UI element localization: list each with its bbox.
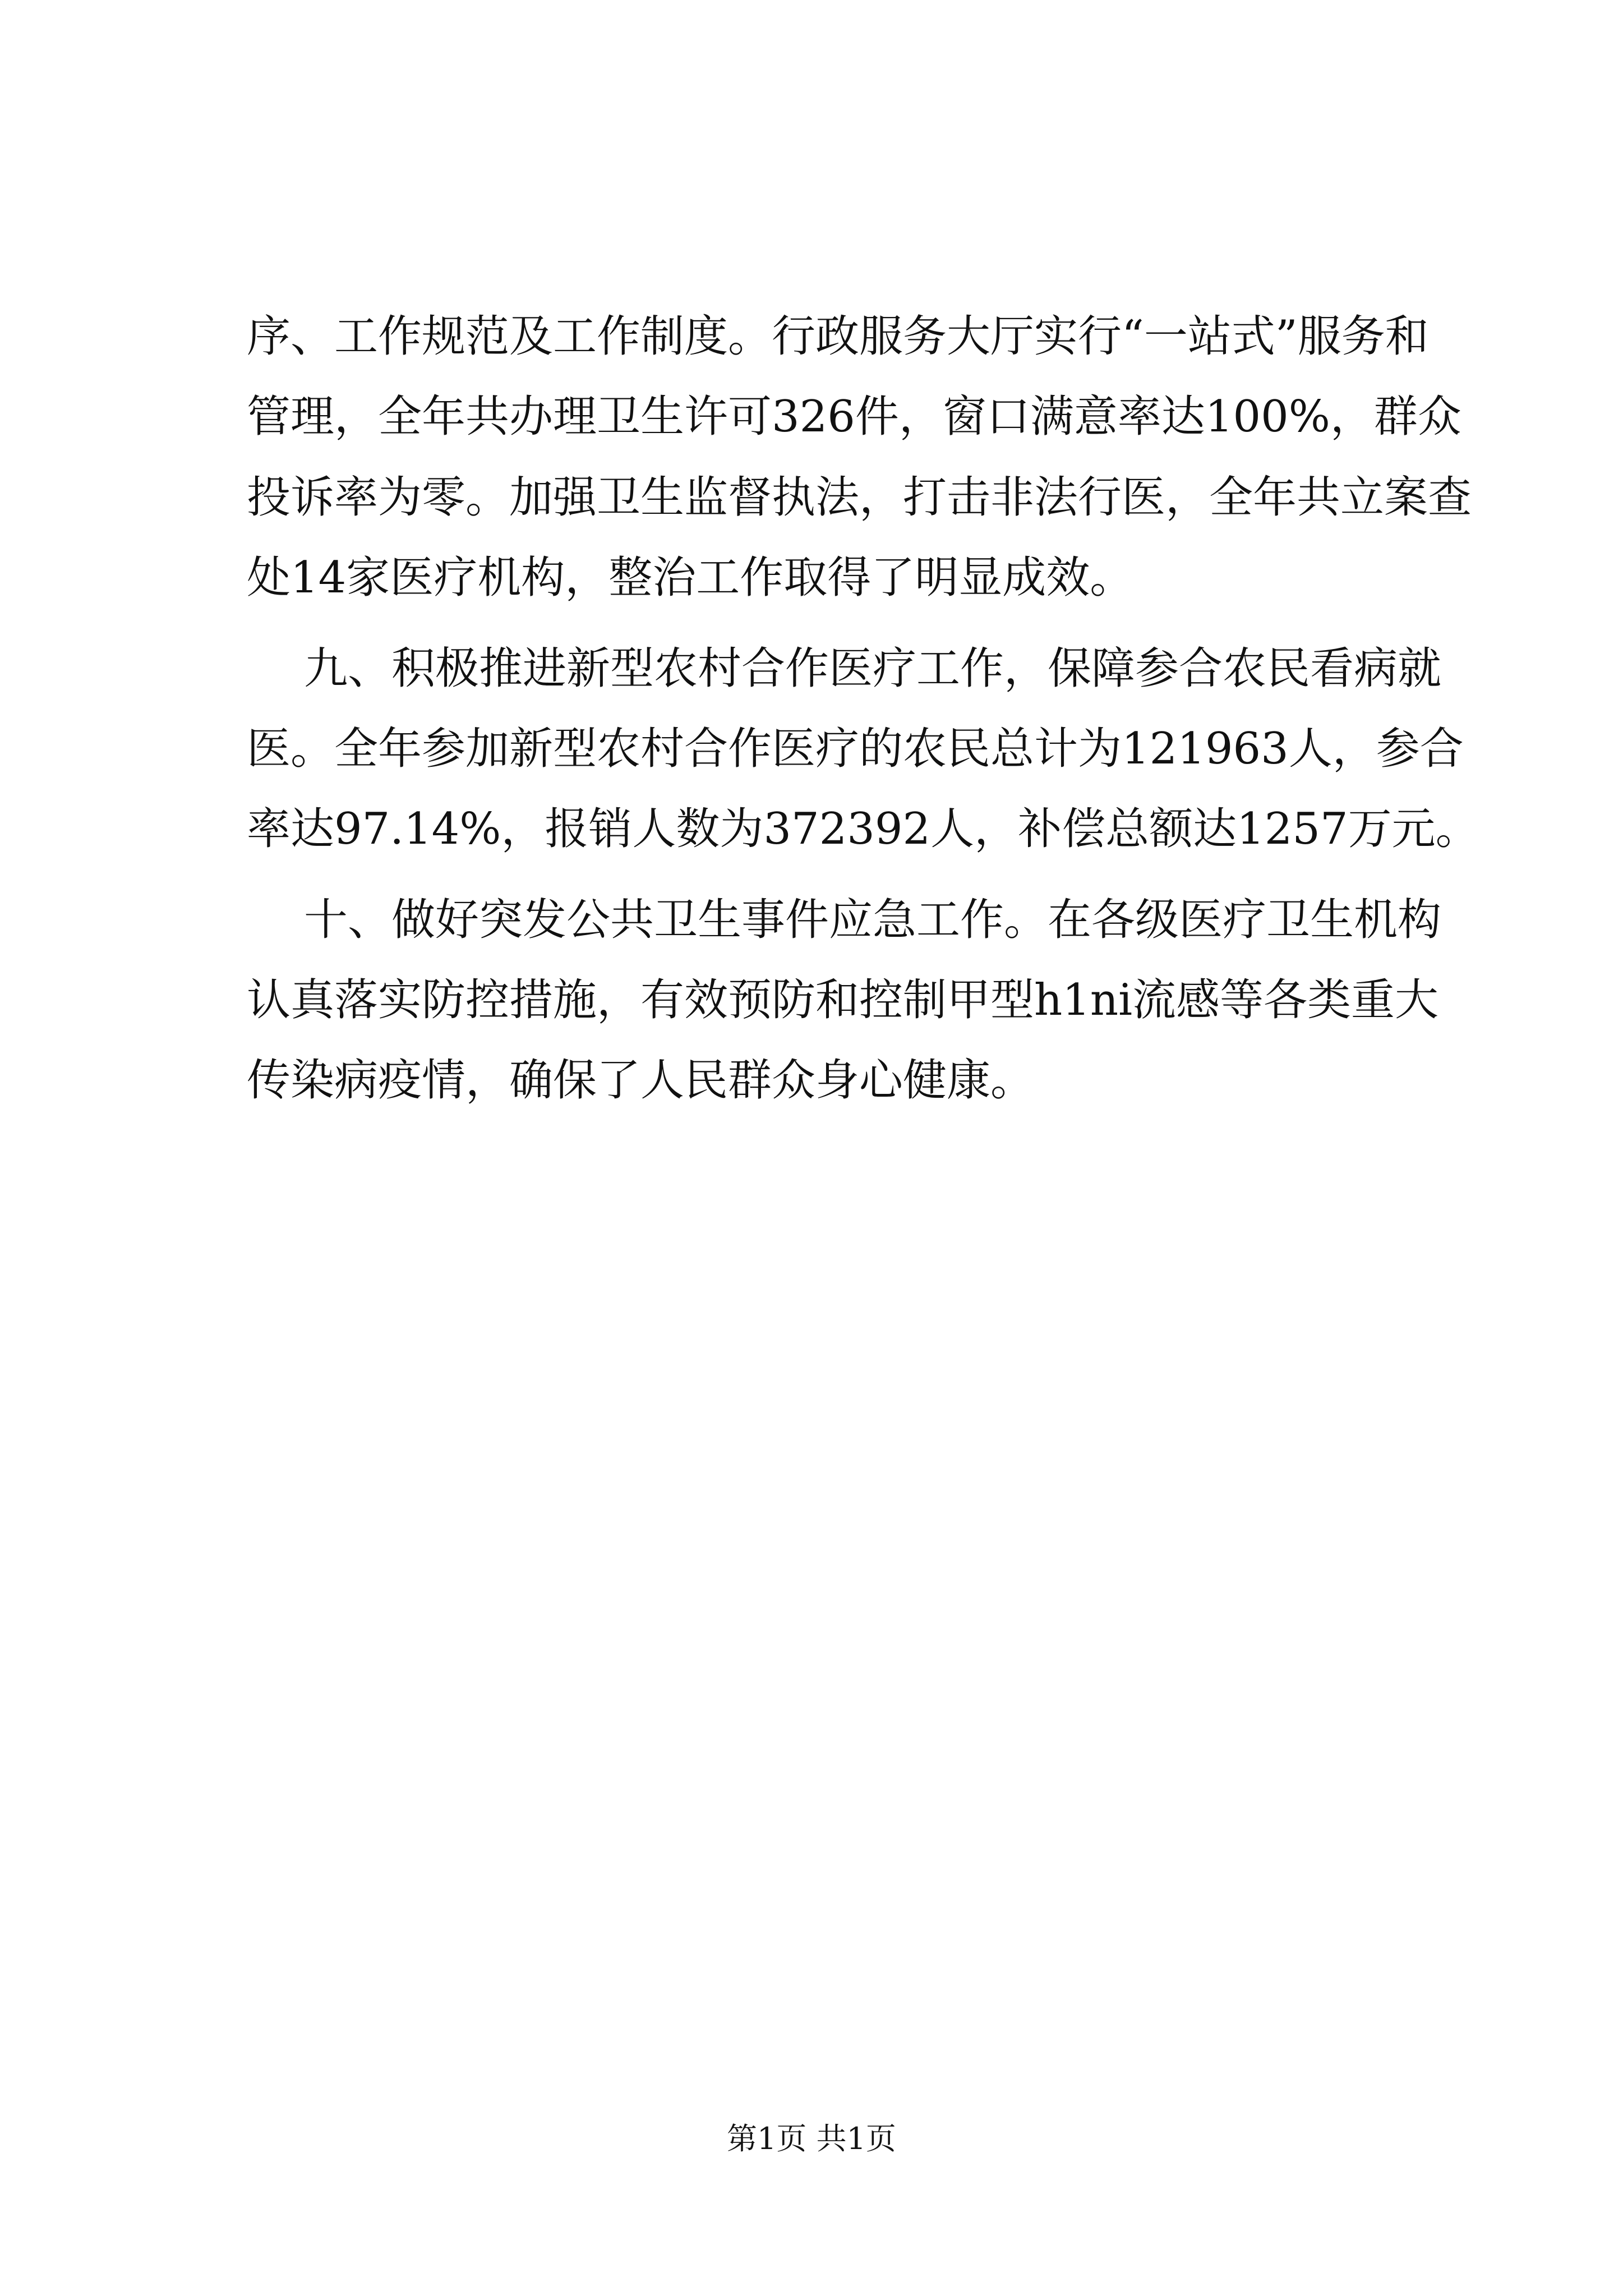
- paragraph-2-line-2: 医。全年参加新型农村合作医疗的农民总计为121963人，参合: [247, 724, 1464, 774]
- paragraph-2-line-1: 九、积极推进新型农村合作医疗工作，保障参合农民看病就: [304, 643, 1442, 694]
- paragraph-1-line-4: 处14家医疗机构，整治工作取得了明显成效。: [247, 553, 1134, 603]
- paragraph-3-line-3: 传染病疫情，确保了人民群众身心健康。: [247, 1055, 1035, 1106]
- paragraph-2-line-3: 率达97.14%，报销人数为372392人，补偿总额达1257万元。: [247, 804, 1479, 854]
- page-footer: 第1页 共1页: [727, 2121, 896, 2156]
- paragraph-3-line-1: 十、做好突发公共卫生事件应急工作。在各级医疗卫生机构: [304, 895, 1442, 945]
- paragraph-1-line-3: 投诉率为零。加强卫生监督执法，打击非法行医，全年共立案查: [247, 472, 1472, 523]
- paragraph-3-line-2: 认真落实防控措施，有效预防和控制甲型h1ni流感等各类重大: [247, 975, 1439, 1025]
- paragraph-1-line-2: 管理，全年共办理卫生许可326件，窗口满意率达100%，群众: [247, 392, 1461, 442]
- paragraph-1-line-1: 序、工作规范及工作制度。行政服务大厅实行“一站式”服务和: [247, 311, 1429, 362]
